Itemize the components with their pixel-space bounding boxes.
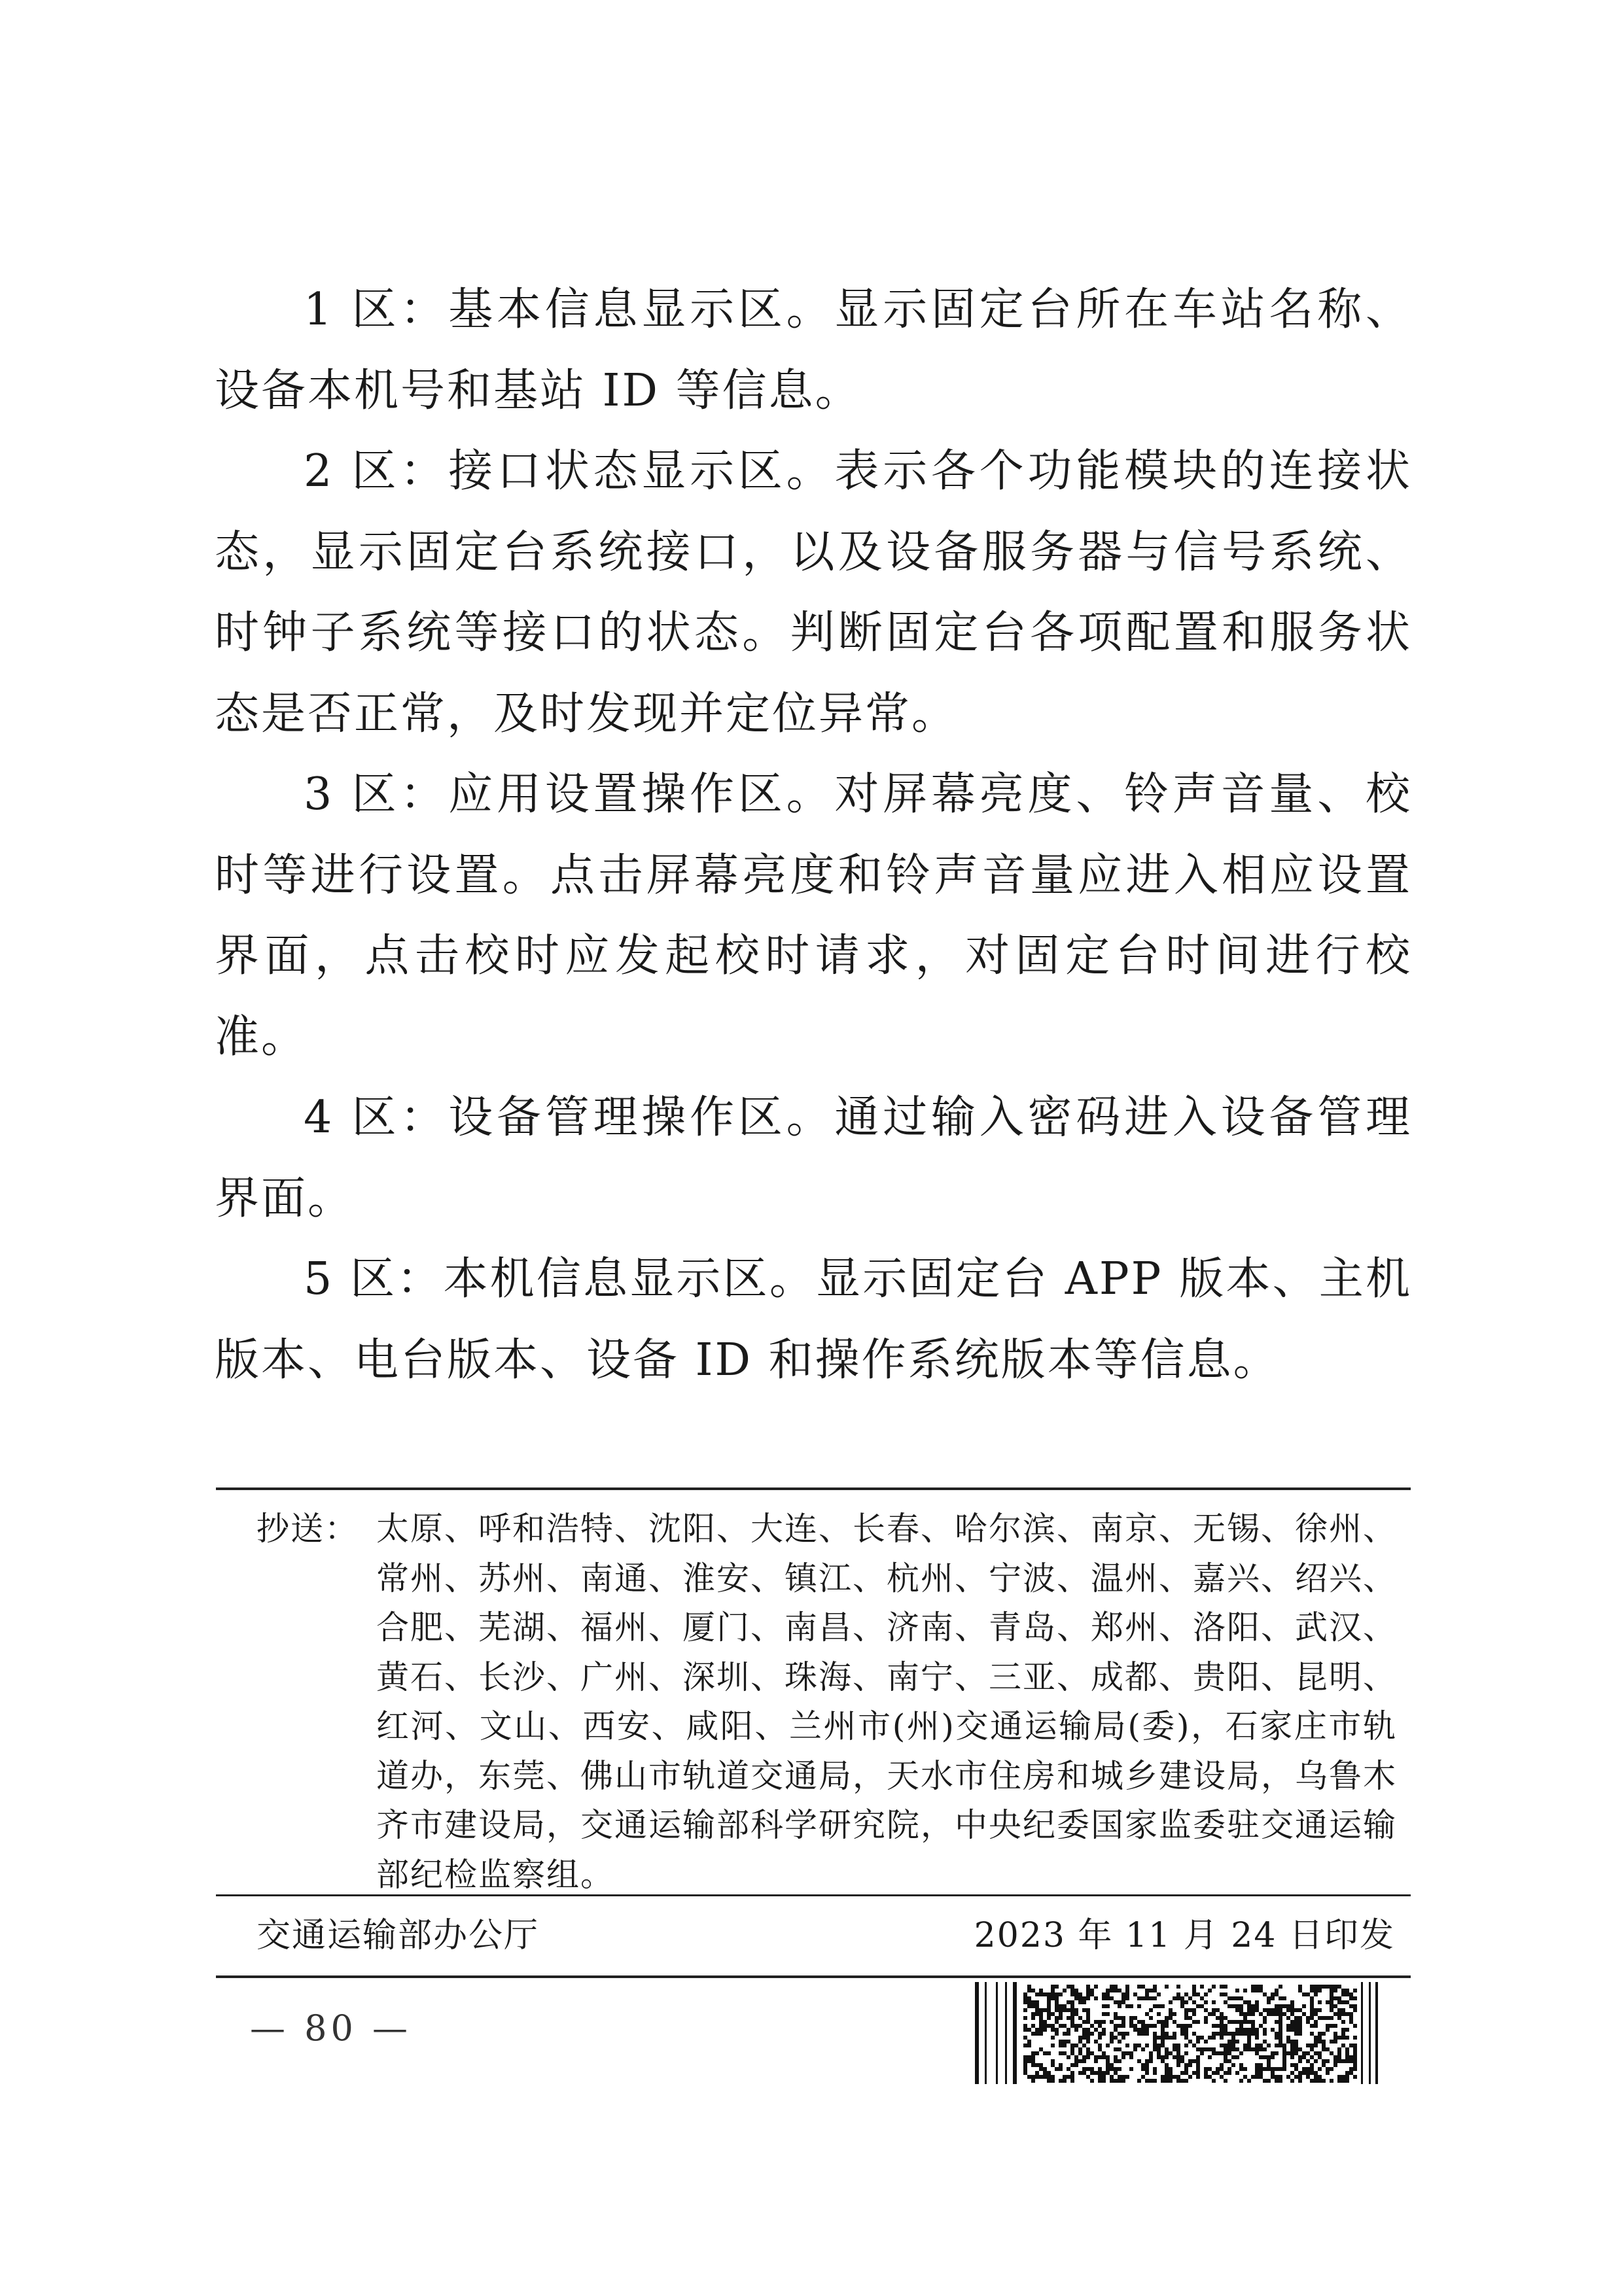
issue-date: 2023 年 11 月 24 日印发	[974, 1916, 1395, 1955]
issuer-top-divider	[216, 1894, 1411, 1896]
barcode-icon	[975, 1982, 1378, 2084]
issuer-bottom-divider	[216, 1975, 1411, 1978]
issuer-name: 交通运输部办公厅	[256, 1916, 540, 1955]
cc-recipients: 太原、呼和浩特、沈阳、大连、长春、哈尔滨、南京、无锡、徐州、常州、苏州、南通、淮安、镇江、杭州、宁波、温州、嘉兴、绍兴、合肥、芜湖、福州、厦门、南昌、济南、青岛、郑州、洛阳、武汉、黄石、长沙、广州、深圳、珠海、南宁、三亚、成都、贵阳、昆明、红河、文山、西安、咸阳、兰州市(州)交通运输局(委)，石家庄市轨道办，东莞、佛山市轨道交通局，天水市住房和城乡建设局，乌鲁木齐市建设局，交通运输部科学研究院，中央纪委国家监委驻交通运输部纪检监察组。	[376, 1510, 1397, 1894]
cc-section	[256, 1505, 1411, 1900]
cc-label: 抄送：	[256, 1510, 359, 1548]
paragraph-zone-4: 4 区：设备管理操作区。通过输入密码进入设备管理界面。	[215, 1092, 1412, 1225]
cc-top-divider	[216, 1487, 1411, 1490]
paragraph-zone-5: 5 区：本机信息显示区。显示固定台 APP 版本、主机版本、电台版本、设备 ID 和操作系统版本等信息。	[215, 1253, 1412, 1386]
document-body	[215, 270, 1412, 1400]
paragraph-zone-3: 3 区：应用设置操作区。对屏幕亮度、铃声音量、校时等进行设置。点击屏幕亮度和铃声音量应进入相应设置界面，点击校时应发起校时请求，对固定台时间进行校准。	[215, 769, 1412, 1063]
page-number: — 80 —	[250, 2008, 412, 2049]
paragraph-zone-1: 1 区：基本信息显示区。显示固定台所在车站名称、设备本机号和基站 ID 等信息。	[215, 284, 1412, 417]
paragraph-zone-2: 2 区：接口状态显示区。表示各个功能模块的连接状态，显示固定台系统接口，以及设备服务器与信号系统、时钟子系统等接口的状态。判断固定台各项配置和服务状态是否正常，及时发现并定位异常。	[215, 445, 1412, 740]
